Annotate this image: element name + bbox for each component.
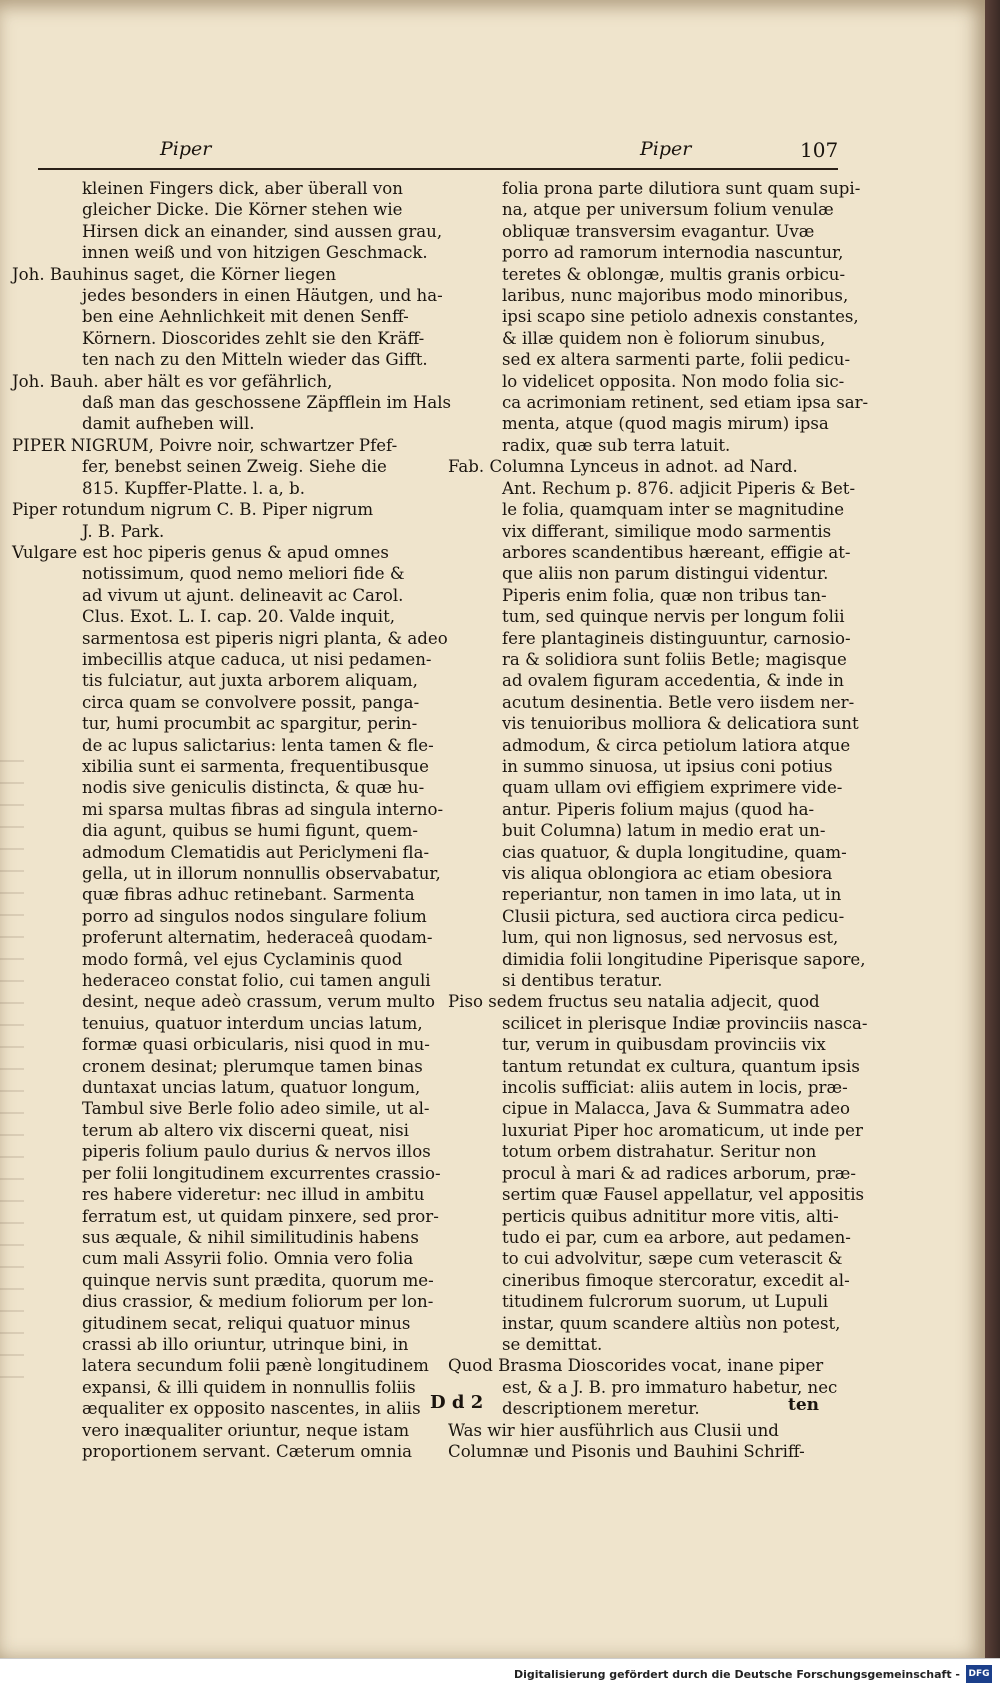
right-column-line: vix differant, similique modo sarmentis (502, 521, 832, 541)
right-column-line: si dentibus teratur. (502, 971, 663, 991)
right-column-line: na, atque per universum folium venulæ (502, 200, 834, 220)
page-number: 107 (800, 138, 839, 162)
left-column-line: Hirsen dick an einander, sind aussen grau, (82, 221, 443, 241)
footer-credit: Digitalisierung gefördert durch die Deutsche Forschungsgemeinschaft - (513, 1668, 960, 1681)
left-column-line: 815. Kupffer-Platte. l. a, b. (82, 478, 305, 498)
right-column-line: vis aliqua oblongiora ac etiam obesiora (502, 864, 833, 883)
left-column-line: sarmentosa est piperis nigri planta, & adeo (82, 628, 448, 648)
right-column-line: & illæ quidem non è foliorum sinubus, (502, 328, 826, 348)
left-column-line: gella, ut in illorum nonnullis observabatur, (82, 864, 441, 883)
left-column-line: dia agunt, quibus se humi figunt, quem- (82, 821, 418, 841)
right-column-line: tum, sed quinque nervis per longum folii (502, 607, 845, 627)
left-column-line: xibilia sunt ei sarmenta, frequentibusque (82, 756, 429, 776)
left-column-line: ten nach zu den Mitteln wieder das Gifft. (82, 350, 428, 370)
right-column (448, 178, 869, 1462)
left-column-line: dius crassior, & medium foliorum per lon- (82, 1292, 434, 1312)
right-column-line: porro ad ramorum internodia nascuntur, (502, 243, 844, 263)
right-column-line: est, & a J. B. pro immaturo habetur, nec (502, 1377, 838, 1397)
right-column-line: ipsi scapo sine petiolo adnexis constantes, (502, 307, 859, 327)
left-column-line: gitudinem secat, reliqui quatuor minus (82, 1313, 411, 1333)
left-column-line: hederaceo constat folio, cui tamen anguli (82, 971, 431, 991)
right-column-line: le folia, quamquam inter se magnitudine (502, 500, 845, 520)
left-column-line: quinque nervis sunt prædita, quorum me- (82, 1270, 434, 1290)
right-column-line: que aliis non parum distingui videntur. (502, 564, 829, 584)
right-column-line: Fab. Columna Lynceus in adnot. ad Nard. (448, 457, 798, 477)
right-column-line: sertim quæ Fausel appellatur, vel appositis (502, 1185, 865, 1205)
right-column-line: menta, atque (quod magis mirum) ipsa (502, 414, 829, 434)
right-column-line: acutum desinentia. Betle vero iisdem ner- (502, 692, 855, 712)
left-column-line: porro ad singulos nodos singulare folium (82, 906, 427, 926)
right-column-line: luxuriat Piper hoc aromaticum, ut inde per (502, 1120, 863, 1140)
right-column-line: admodum, & circa petiolum latiora atque (502, 735, 851, 755)
right-column-line: quam ullam ovi effigiem exprimere vide- (502, 778, 843, 798)
right-column-line: perticis quibus adnititur more vitis, alti- (502, 1206, 839, 1226)
left-column-line: J. B. Park. (82, 521, 165, 541)
right-column-line: in summo sinuosa, ut ipsius coni potius (502, 756, 833, 776)
left-column-line: ferratum est, ut quidam pinxere, sed pror- (82, 1206, 439, 1226)
right-column-line: lum, qui non lignosus, sed nervosus est, (502, 928, 839, 948)
left-column-line: Joh. Bauhinus saget, die Körner liegen (12, 264, 337, 284)
right-column-line: tudo ei par, cum ea arbore, aut pedamen- (502, 1227, 851, 1247)
left-column-line: proferunt alternatim, hederaceâ quodam- (82, 928, 433, 948)
left-column-line: ben eine Aehnlichkeit mit denen Senff- (82, 307, 409, 327)
right-column-line: reperiantur, non tamen in imo lata, ut in (502, 885, 842, 905)
left-column-line: formæ quasi orbicularis, nisi quod in mu- (82, 1035, 430, 1055)
right-column-line: ca acrimoniam retinent, sed etiam ipsa sar- (502, 393, 869, 413)
right-column-line: tantum retundat ex cultura, quantum ipsis (502, 1056, 860, 1076)
left-column-line: desint, neque adeò crassum, verum multo (82, 992, 436, 1012)
dfg-logo: DFG (966, 1665, 992, 1683)
left-column-line: cum mali Assyrii folio. Omnia vero folia (82, 1249, 414, 1269)
right-column-line: Clusii pictura, sed auctiora circa pedicu- (502, 906, 845, 926)
right-column-line: to cui advolvitur, sæpe cum veterascit & (502, 1249, 843, 1269)
left-column (12, 178, 452, 1462)
right-column-line: Was wir hier ausführlich aus Clusii und (448, 1420, 779, 1440)
book-edge (985, 0, 1000, 1692)
right-column-line: ra & solidiora sunt foliis Betle; magisque (502, 649, 847, 669)
right-column-line: Columnæ und Pisonis und Bauhini Schriff- (448, 1441, 805, 1461)
right-column-line: ad ovalem figuram accedentia, & inde in (502, 671, 844, 691)
left-column-line: tur, humi procumbit ac spargitur, perin- (82, 714, 418, 734)
right-column-line: arbores scandentibus hæreant, effigie at- (502, 542, 851, 562)
left-column-line: Vulgare est hoc piperis genus & apud omnes (12, 542, 389, 562)
right-column-line: titudinem fulcrorum suorum, ut Lupuli (502, 1292, 829, 1312)
left-column-line: tis fulciatur, aut juxta arborem aliquam, (82, 671, 418, 691)
left-column-line: Körnern. Dioscorides zehlt sie den Kräff- (82, 328, 425, 348)
right-column-line: scilicet in plerisque Indiæ provinciis nasca- (502, 1013, 868, 1033)
left-column-line: Clus. Exot. L. I. cap. 20. Valde inquit, (82, 607, 396, 627)
running-head-left: Piper (160, 138, 212, 160)
right-column-line: vis tenuioribus molliora & delicatiora sunt (502, 714, 859, 734)
right-column-line: lo videlicet opposita. Non modo folia sic- (502, 371, 845, 391)
right-column-line: incolis sufficiat: aliis autem in locis, præ- (502, 1078, 848, 1098)
left-column-line: Piper rotundum nigrum C. B. Piper nigrum (12, 500, 374, 520)
left-column-line: nodis sive geniculis distincta, & quæ hu- (82, 778, 425, 798)
right-column-line: Piso sedem fructus seu natalia adjecit, quod (448, 992, 820, 1012)
right-column-line: descriptionem meretur. (502, 1399, 700, 1419)
left-column-line: latera secundum folii pænè longitudinem (82, 1356, 429, 1376)
right-column-line: Ant. Rechum p. 876. adjicit Piperis & Bet- (502, 478, 856, 498)
right-column-line: se demittat. (502, 1334, 603, 1354)
left-column-line: terum ab altero vix discerni queat, nisi (82, 1120, 409, 1140)
signature-mark: D d 2 (430, 1392, 484, 1413)
right-column-line: teretes & oblongæ, multis granis orbicu- (502, 264, 846, 284)
right-column-line: Quod Brasma Dioscorides vocat, inane piper (448, 1356, 824, 1376)
left-column-line: tenuius, quatuor interdum uncias latum, (82, 1013, 423, 1033)
right-column-line: cineribus fimoque stercoratur, excedit al- (502, 1270, 850, 1290)
left-column-line: jedes besonders in einen Häutgen, und ha- (82, 286, 443, 306)
left-column-line: gleicher Dicke. Die Körner stehen wie (82, 200, 403, 220)
left-column-line: admodum Clematidis aut Periclymeni fla- (82, 842, 430, 862)
left-column-line: innen weiß und von hitzigen Geschmack. (82, 243, 428, 263)
right-column-line: tur, verum in quibusdam provinciis vix (502, 1035, 826, 1055)
left-column-line: circa quam se convolvere possit, panga- (82, 692, 420, 712)
left-column-line: sus æquale, & nihil similitudinis habens (82, 1227, 419, 1247)
right-column-line: sed ex altera sarmenti parte, folii pedicu- (502, 350, 851, 370)
footer-bar (0, 1658, 1000, 1693)
right-column-line: procul à mari & ad radices arborum, præ- (502, 1163, 857, 1183)
right-column-line: cias quatuor, & dupla longitudine, quam- (502, 842, 847, 862)
right-column-line: Piperis enim folia, quæ non tribus tan- (502, 585, 827, 605)
right-column-line: folia prona parte dilutiora sunt quam supi- (502, 179, 861, 198)
running-head-center: Piper (640, 138, 692, 160)
left-column-line: kleinen Fingers dick, aber überall von (82, 179, 403, 198)
left-column-line: piperis folium paulo durius & nervos illos (82, 1142, 431, 1162)
left-column-line: per folii longitudinem excurrentes crassio- (82, 1163, 441, 1183)
left-column-line: modo formâ, vel ejus Cyclaminis quod (82, 949, 403, 969)
left-column-line: crassi ab illo oriuntur, utrinque bini, in (82, 1334, 409, 1354)
left-column-line: de ac lupus salictarius: lenta tamen & fle- (82, 735, 434, 755)
left-column-line: fer, benebst seinen Zweig. Siehe die (82, 457, 387, 477)
right-column-line: fere plantagineis distinguuntur, carnosio- (502, 628, 851, 648)
right-column-line: instar, quum scandere altiùs non potest, (502, 1313, 841, 1333)
left-column-line: imbecillis atque caduca, ut nisi pedamen- (82, 649, 432, 669)
right-column-line: dimidia folii longitudine Piperisque sapore, (502, 949, 866, 969)
left-column-line: damit aufheben will. (82, 414, 255, 434)
left-column-line: vero inæqualiter oriuntur, neque istam (82, 1420, 410, 1440)
right-column-line: cipue in Malacca, Java & Summatra adeo (502, 1099, 851, 1119)
left-column-line: quæ fibras adhuc retinebant. Sarmenta (82, 885, 415, 905)
left-column-line: PIPER NIGRUM, Poivre noir, schwartzer Pfef- (12, 435, 398, 455)
left-column-line: expansi, & illi quidem in nonnullis foliis (82, 1377, 416, 1397)
left-column-line: res habere videretur: nec illud in ambitu (82, 1185, 425, 1205)
left-column-line: æqualiter ex opposito nascentes, in aliis (82, 1399, 421, 1419)
header-rule (38, 168, 838, 170)
left-column-line: duntaxat uncias latum, quatuor longum, (82, 1078, 421, 1098)
left-column-line: cronem desinat; plerumque tamen binas (82, 1056, 423, 1076)
left-column-line: Joh. Bauh. aber hält es vor gefährlich, (12, 371, 333, 391)
right-column-line: laribus, nunc majoribus modo minoribus, (502, 286, 849, 306)
left-column-line: proportionem servant. Cæterum omnia (82, 1441, 413, 1461)
right-column-line: antur. Piperis folium majus (quod ha- (502, 799, 815, 819)
right-column-line: obliquæ transversim evagantur. Uvæ (502, 221, 815, 241)
left-column-line: notissimum, quod nemo meliori fide & (82, 564, 405, 584)
left-column-line: daß man das geschossene Zäpfflein im Hals (82, 393, 452, 413)
left-column-line: Tambul sive Berle folio adeo simile, ut al- (82, 1099, 430, 1119)
right-column-line: totum orbem distrahatur. Seritur non (502, 1142, 817, 1162)
right-column-line: buit Columna) latum in medio erat un- (502, 821, 826, 841)
catchword: ten (788, 1395, 820, 1415)
right-column-line: radix, quæ sub terra latuit. (502, 435, 731, 455)
left-column-line: mi sparsa multas fibras ad singula interno- (82, 799, 444, 819)
left-column-line: ad vivum ut ajunt. delineavit ac Carol. (82, 585, 404, 605)
